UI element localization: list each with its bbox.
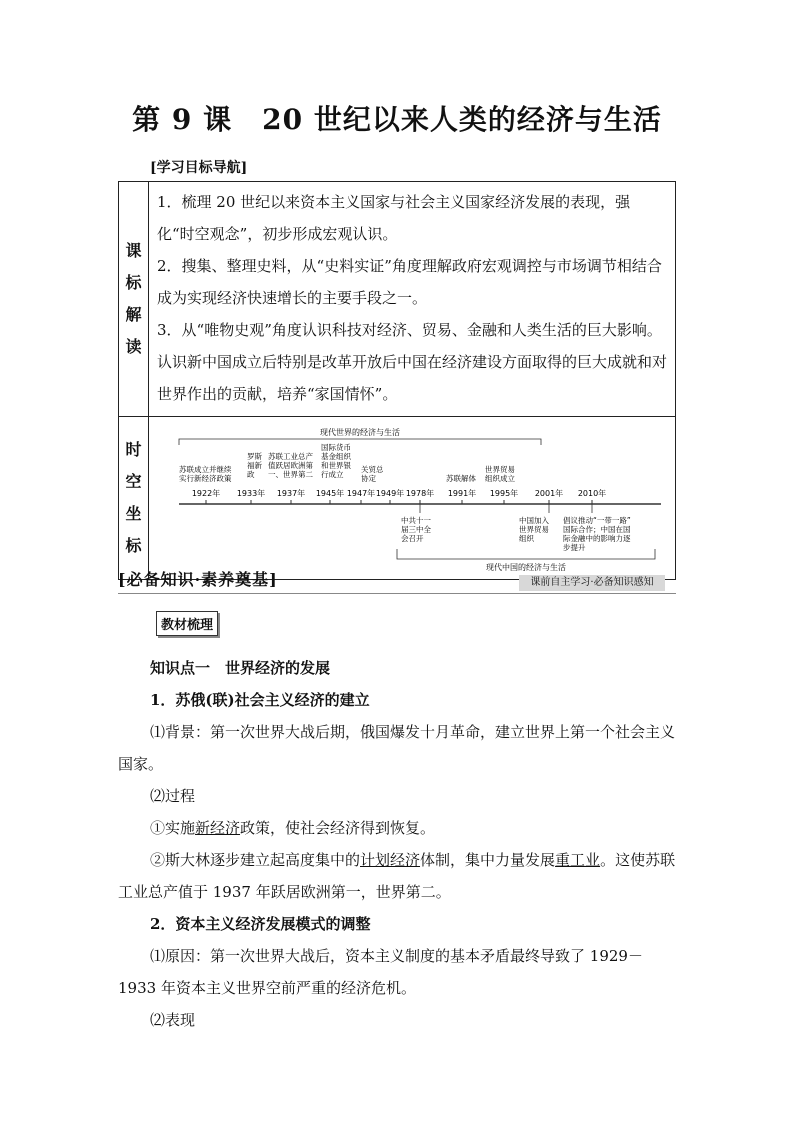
year-label: 1945年 (315, 489, 345, 498)
heading: 1．苏俄(联)社会主义经济的建立 (150, 691, 370, 709)
year-label: 1947年 (346, 489, 376, 498)
svg-text:罗斯: 罗斯 (247, 452, 262, 461)
year-label: 1922年 (191, 489, 221, 498)
section-title: [必备知识·素养奠基] (118, 570, 278, 589)
event-label (321, 442, 351, 479)
paragraph: ⑴背景：第一次世界大战后期，俄国爆发十月革命，建立世界上第一个社会主义国家。 (118, 723, 676, 773)
svg-text:行成立: 行成立 (321, 470, 344, 479)
svg-text:苏联成立并继续: 苏联成立并继续 (179, 465, 232, 474)
year-label: 1933年 (236, 489, 266, 498)
svg-text:苏联解体: 苏联解体 (446, 474, 476, 483)
knowledge-point-heading: 知识点一 世界经济的发展 (150, 659, 331, 677)
year-ticks (192, 488, 606, 504)
svg-text:步提升: 步提升 (563, 543, 586, 552)
svg-text:会召开: 会召开 (401, 534, 424, 543)
event-label (179, 464, 232, 483)
svg-text:国际货币: 国际货币 (321, 443, 351, 452)
svg-text:世界贸易: 世界贸易 (519, 525, 549, 534)
paragraph: ⑵过程 (150, 787, 196, 805)
page-title (0, 98, 794, 138)
bottom-bracket (397, 549, 655, 559)
event-label (563, 515, 631, 552)
event-label (401, 515, 431, 543)
svg-text:中共十一: 中共十一 (401, 516, 431, 525)
svg-text:一、世界第二: 一、世界第二 (268, 470, 313, 479)
svg-text:倡议推动“一带一路”: 倡议推动“一带一路” (563, 516, 631, 525)
timeline-cell (149, 417, 676, 580)
top-events (179, 442, 515, 483)
svg-text:基金组织: 基金组织 (321, 452, 351, 461)
svg-text:福新: 福新 (247, 461, 262, 470)
event-label (519, 515, 549, 543)
goal-item: 2．搜集、整理史料，从“史料实证”角度理解政府宏观调控与市场调节相结合成为实现经济快速增长的主要手段之一。 (157, 257, 662, 307)
svg-text:组织: 组织 (519, 534, 534, 543)
paragraph: ⑵表现 (150, 1011, 196, 1029)
heading: 2．资本主义经济发展模式的调整 (150, 915, 371, 933)
fill-blank: 新经济 (195, 819, 241, 837)
svg-text:关贸总: 关贸总 (361, 465, 384, 474)
year-label: 1995年 (489, 489, 519, 498)
year-label: 2010年 (577, 489, 607, 498)
svg-text:组织成立: 组织成立 (485, 474, 515, 483)
paragraph: ②斯大林逐步建立起高度集中的计划经济体制，集中力量发展重工业。这使苏联工业总产值于 1937 年跃居欧洲第一，世界第二。 (118, 851, 676, 901)
year-label: 1991年 (447, 489, 477, 498)
main-content (118, 652, 676, 1036)
top-bracket (179, 439, 541, 445)
year-label: 1937年 (276, 489, 306, 498)
goals-nav-label: [学习目标导航] (150, 160, 248, 176)
goal-item: 1．梳理 20 世纪以来资本主义国家与社会主义国家经济发展的表现，强化“时空观念”，初步形成宏观认识。 (157, 193, 631, 243)
subsection-box: 教材梳理 (156, 611, 218, 636)
paragraph: ①实施新经济政策，使社会经济得到恢复。 (150, 819, 436, 837)
svg-text:中国加入: 中国加入 (519, 516, 549, 525)
top-caption: 现代世界的经济与生活 (320, 428, 400, 437)
svg-text:和世界银: 和世界银 (321, 461, 351, 470)
bottom-events (401, 515, 631, 552)
fill-blank: 重工业 (555, 851, 601, 869)
svg-text:政: 政 (247, 470, 255, 479)
svg-text:实行新经济政策: 实行新经济政策 (179, 474, 232, 483)
timeline-diagram (149, 417, 675, 575)
event-label (361, 464, 384, 483)
svg-text:国际合作；中国在国: 国际合作；中国在国 (563, 525, 631, 534)
svg-text:苏联工业总产: 苏联工业总产 (268, 452, 313, 461)
event-label (247, 451, 262, 479)
svg-text:值跃居欧洲第: 值跃居欧洲第 (268, 461, 313, 470)
event-label (485, 464, 515, 483)
section-tag: 课前自主学习·必备知识感知 (519, 575, 665, 591)
paragraph: ⑴原因：第一次世界大战后，资本主义制度的基本矛盾最终导致了 1929－1933 年资本主义世界空前严重的经济危机。 (118, 947, 643, 997)
year-label: 1949年 (375, 489, 405, 498)
learning-goals-table (118, 181, 676, 580)
fill-blank: 计划经济 (360, 851, 421, 869)
goal-item: 3．从“唯物史观”角度认识科技对经济、贸易、金融和人类生活的巨大影响。认识新中国成立后特别是改革开放后中国在经济建设方面取得的巨大成就和对世界作出的贡献，培养“家国情怀”。 (157, 321, 668, 403)
curriculum-goals (149, 182, 676, 417)
event-label (268, 451, 313, 479)
year-label: 1978年 (405, 489, 435, 498)
curriculum-side-label: 课 标 解 读 (119, 182, 149, 417)
bottom-caption: 现代中国的经济与生活 (486, 563, 566, 572)
lesson-number: 第 9 课 (132, 103, 233, 136)
svg-text:际金融中的影响力逐: 际金融中的影响力逐 (563, 534, 631, 543)
svg-text:届三中全: 届三中全 (401, 525, 431, 534)
event-label (446, 473, 476, 483)
year-label: 2001年 (534, 489, 564, 498)
svg-text:世界贸易: 世界贸易 (485, 465, 515, 474)
section-divider (118, 593, 676, 594)
timeline-side-label: 时 空 坐 标 (119, 417, 149, 580)
svg-text:协定: 协定 (361, 474, 376, 483)
lesson-name: 20 世纪以来人类的经济与生活 (262, 103, 662, 136)
